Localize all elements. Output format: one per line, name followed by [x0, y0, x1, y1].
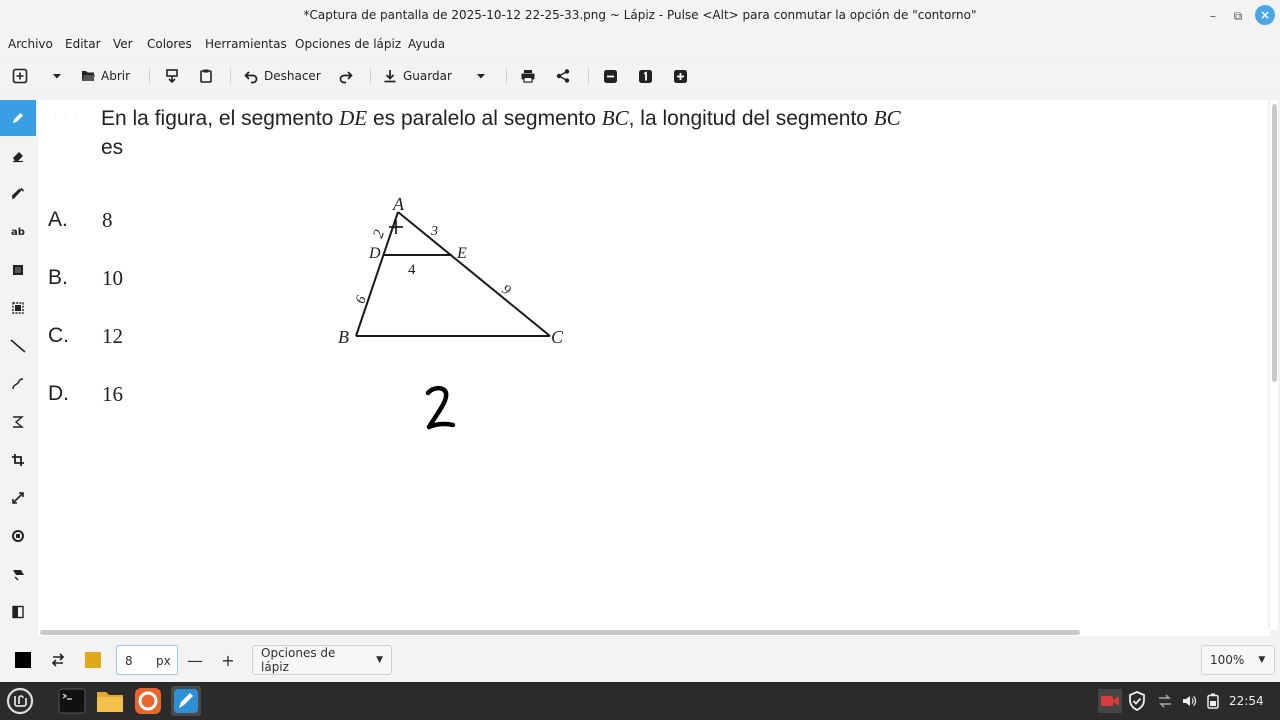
selection-tool[interactable] [0, 290, 36, 326]
paste-new-button[interactable] [163, 66, 181, 86]
drawing-app-icon [173, 688, 199, 714]
chevron-down-icon: ▼ [1258, 655, 1266, 665]
menu-ver[interactable]: Ver [113, 37, 133, 51]
toolbar-separator [230, 68, 231, 84]
menu-herramientas[interactable]: Herramientas [205, 37, 287, 51]
horizontal-scroll-thumb[interactable] [40, 630, 1080, 635]
rotate-tool[interactable] [0, 518, 36, 554]
question-part: En la figura, el segmento [101, 107, 340, 130]
new-image-icon [11, 67, 29, 85]
clipboard-icon [197, 67, 215, 85]
menu-editar[interactable]: Editar [65, 37, 101, 51]
rectangle-icon [11, 263, 25, 277]
curve-icon [10, 376, 26, 392]
toolbar-separator [370, 68, 371, 84]
label-ae: 3 [431, 224, 438, 239]
volume-icon [1181, 693, 1197, 709]
label-ad: 2 [370, 227, 389, 241]
zoom-out-button[interactable] [601, 66, 619, 86]
skew-icon [11, 567, 25, 581]
triangle-figure [328, 192, 588, 352]
swap-icon [50, 652, 66, 668]
undo-icon [242, 67, 260, 85]
menu-bar [0, 32, 1280, 56]
menu-ayuda[interactable]: Ayuda [408, 37, 446, 51]
rotate-icon [11, 529, 25, 543]
clipboard-button[interactable] [197, 66, 215, 86]
segment-de: DE [339, 106, 368, 130]
option-letter: A. [48, 208, 68, 231]
tool-panel [0, 98, 36, 638]
maximize-button[interactable]: ⧉ [1233, 9, 1243, 23]
size-increase-button[interactable]: + [221, 650, 235, 670]
zoom-in-button[interactable] [671, 66, 689, 86]
video-camera-icon [1101, 695, 1119, 707]
primary-color-swatch[interactable] [15, 652, 31, 668]
line-icon [10, 338, 26, 354]
menu-archivo[interactable]: Archivo [8, 37, 53, 51]
firefox-launcher[interactable] [133, 686, 163, 716]
redo-icon [337, 67, 355, 85]
zoom-value: 100% [1210, 653, 1245, 667]
menu-opciones-de-lapiz[interactable]: Opciones de lápiz [295, 37, 402, 51]
vertex-d-label: D [369, 245, 381, 262]
option-letter: D. [48, 382, 69, 405]
question-part: es [101, 136, 124, 159]
battery-icon [1207, 693, 1219, 709]
scale-icon [11, 491, 25, 505]
volume-indicator[interactable] [1180, 692, 1198, 710]
toolbar-separator [506, 68, 507, 84]
zoom-original-button[interactable] [636, 66, 654, 86]
share-button[interactable] [554, 66, 572, 86]
shape-tool[interactable] [0, 404, 36, 440]
window-title: *Captura de pantalla de 2025-10-12 22-25-33.png ~ Lápiz - Pulse <Alt> para conmutar la opción de "contorno" [303, 8, 977, 22]
security-indicator[interactable] [1128, 692, 1146, 710]
horizontal-scrollbar[interactable] [38, 628, 1270, 636]
menu-colores[interactable]: Colores [147, 37, 192, 51]
files-launcher[interactable] [95, 686, 125, 716]
vertex-e-label: E [457, 245, 467, 262]
save-button[interactable] [381, 66, 452, 86]
option-a [48, 208, 113, 232]
share-icon [554, 67, 572, 85]
label-de: 4 [408, 262, 416, 278]
save-dropdown[interactable] [472, 66, 490, 86]
toolbar-separator [588, 68, 589, 84]
pencil-options-dropdown[interactable] [252, 645, 392, 675]
zoom-original-icon [636, 67, 654, 85]
firefox-icon [134, 687, 162, 715]
text-icon: ab [11, 226, 25, 238]
chevron-down-icon: ▼ [376, 655, 383, 665]
shape-icon [11, 415, 25, 429]
handwritten-answer [418, 380, 468, 440]
swap-colors-button[interactable] [43, 646, 73, 674]
option-value: 10 [102, 266, 123, 290]
filters-icon [11, 605, 25, 619]
option-c [48, 324, 123, 348]
vertex-b-label: B [338, 327, 349, 347]
minimize-button[interactable]: – [1210, 9, 1216, 23]
terminal-launcher[interactable] [57, 686, 87, 716]
option-value: 8 [102, 208, 113, 232]
skew-tool[interactable] [0, 556, 36, 592]
scale-tool[interactable] [0, 480, 36, 516]
close-button[interactable]: × [1255, 5, 1275, 25]
highlighter-tool[interactable] [0, 176, 36, 212]
vertical-scroll-thumb[interactable] [1272, 104, 1277, 382]
question-part: , la longitud del segmento [628, 107, 874, 130]
eraser-tool[interactable] [0, 138, 36, 174]
clock[interactable]: 22:54 [1229, 694, 1264, 708]
eraser-icon [11, 149, 25, 163]
label-db: 6 [353, 294, 370, 306]
save-label: Guardar [403, 69, 452, 83]
zoom-in-icon [671, 67, 689, 85]
toolbar-separator [149, 68, 150, 84]
zoom-out-icon [601, 67, 619, 85]
option-value: 12 [102, 324, 123, 348]
size-decrease-button[interactable]: — [187, 650, 203, 670]
save-icon [381, 67, 399, 85]
option-d [48, 382, 123, 406]
triangle-lines [356, 212, 550, 336]
new-image-dropdown[interactable] [48, 66, 66, 86]
size-unit: px [156, 654, 171, 668]
redo-button[interactable] [337, 66, 355, 86]
zoom-select[interactable] [1201, 645, 1275, 675]
option-value: 16 [102, 382, 123, 406]
option-letter: C. [48, 324, 69, 347]
segment-bc: BC [601, 106, 629, 130]
vertex-c-label: C [551, 327, 564, 347]
pencil-icon [11, 111, 25, 125]
drawing-canvas[interactable] [38, 100, 1268, 630]
network-icon [1157, 693, 1173, 709]
line-tool[interactable] [0, 328, 36, 364]
selection-icon [11, 301, 25, 315]
question-text [101, 104, 901, 162]
crop-icon [11, 453, 25, 467]
vertical-scrollbar[interactable] [1270, 100, 1278, 630]
chevron-down-icon [48, 67, 66, 85]
open-button[interactable] [79, 66, 130, 86]
option-b [48, 266, 123, 290]
rectangle-tool[interactable] [0, 252, 36, 288]
pencil-tool[interactable] [0, 100, 36, 136]
printer-icon [519, 67, 537, 85]
new-image-button[interactable] [11, 66, 29, 86]
curve-tool[interactable] [0, 366, 36, 402]
download-box-icon [163, 67, 181, 85]
shield-icon [1128, 691, 1146, 711]
option-letter: B. [48, 266, 68, 289]
undo-button[interactable] [242, 66, 321, 86]
folder-icon [96, 689, 124, 713]
drawing-app-launcher[interactable] [171, 686, 201, 716]
crop-tool[interactable] [0, 442, 36, 478]
screen-recorder-indicator[interactable] [1098, 689, 1122, 713]
pencil-options-label: Opciones de lápiz [261, 646, 336, 674]
question-part: es paralelo al segmento [367, 107, 602, 130]
toolbar [0, 58, 1280, 94]
open-icon [79, 67, 97, 85]
tool-options-bar [0, 638, 1280, 682]
taskbar [0, 682, 1280, 720]
undo-label: Deshacer [264, 69, 321, 83]
label-ec: 9 [498, 282, 514, 299]
print-button[interactable] [519, 66, 537, 86]
network-indicator[interactable] [1156, 692, 1174, 710]
faint-marks: · · · [54, 110, 80, 121]
vertex-a-label: A [393, 194, 404, 214]
chevron-down-icon [472, 67, 490, 85]
highlighter-icon [11, 187, 25, 201]
open-label: Abrir [101, 69, 131, 83]
size-value: 8 [125, 654, 133, 668]
text-tool[interactable] [0, 214, 36, 250]
title-bar [0, 0, 1280, 32]
terminal-icon [58, 688, 86, 714]
secondary-color-swatch[interactable] [85, 652, 101, 668]
size-input[interactable] [116, 645, 178, 675]
segment-bc: BC [873, 106, 901, 130]
mint-logo-icon [6, 687, 34, 715]
start-menu-button[interactable] [5, 686, 35, 716]
filters-tool[interactable] [0, 594, 36, 630]
battery-indicator[interactable] [1204, 692, 1222, 710]
